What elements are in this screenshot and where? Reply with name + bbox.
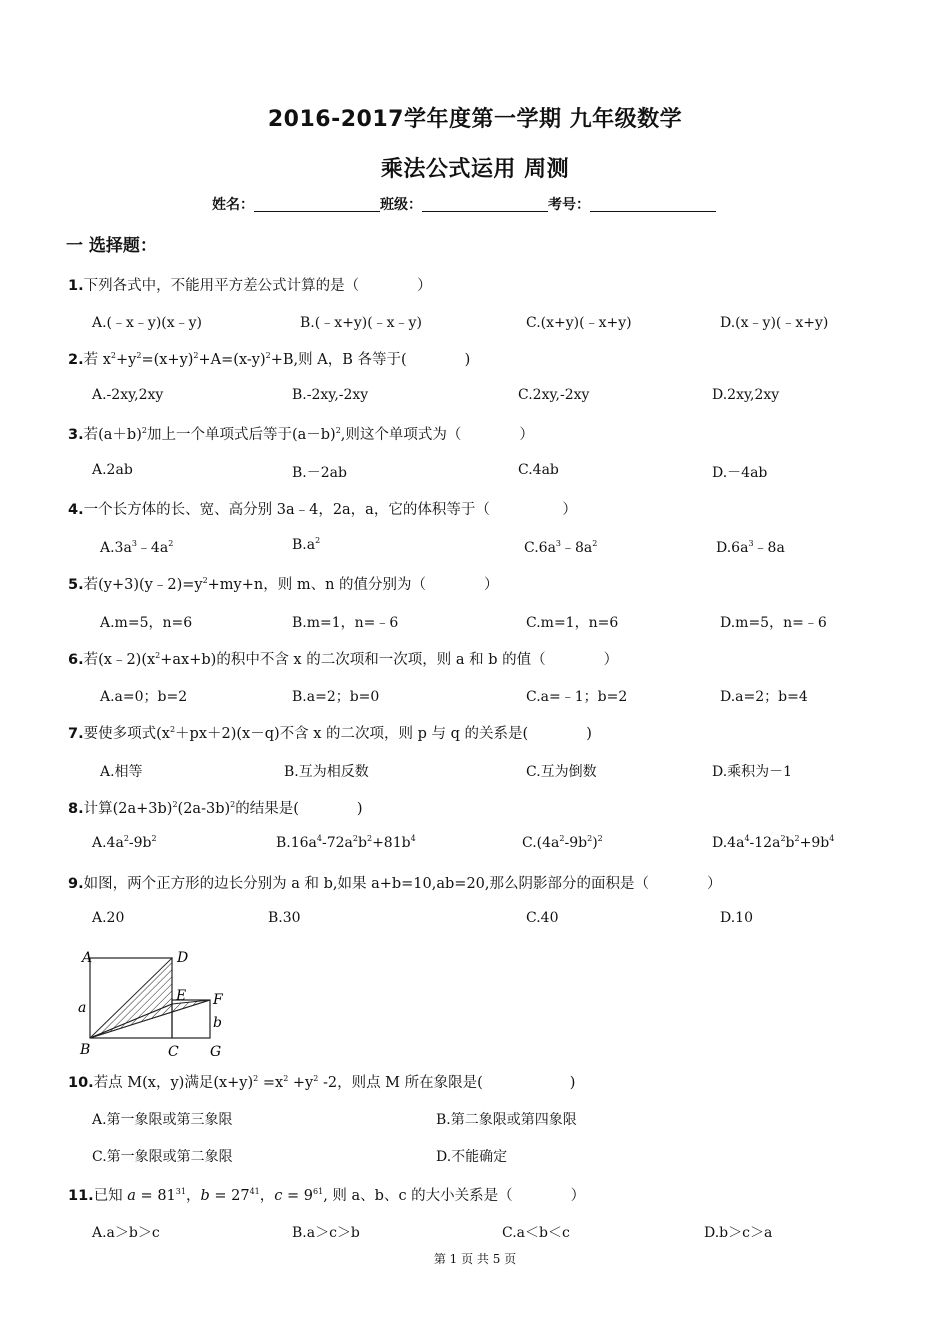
class-blank[interactable] xyxy=(422,197,548,212)
exponent: 2 xyxy=(172,800,178,809)
question-number: 11. xyxy=(68,1188,94,1204)
option-c: C.互为倒数 xyxy=(526,764,597,780)
exponent: 2 xyxy=(335,426,341,435)
text: 的结果是( ) xyxy=(235,801,363,817)
option-a: A.20 xyxy=(92,910,125,926)
question-8 xyxy=(68,797,363,818)
exponent: 31 xyxy=(175,1187,186,1196)
label-D: D xyxy=(177,950,189,966)
label-C: C xyxy=(168,1044,179,1060)
text: 若(y+3)(y﹣2)=y xyxy=(83,577,203,593)
option-b: B.－2ab xyxy=(292,465,347,481)
exponent: 2 xyxy=(366,834,373,843)
option-b: B.30 xyxy=(268,910,301,926)
option-c xyxy=(524,537,597,557)
text: , 则 a、b、c 的大小关系是（ ） xyxy=(323,1188,586,1204)
exponent: 2 xyxy=(123,834,129,843)
text: =x xyxy=(258,1075,284,1091)
option-b: B.第二象限或第四象限 xyxy=(436,1112,577,1128)
option-c: C.第一象限或第二象限 xyxy=(92,1149,233,1165)
option-c xyxy=(522,835,603,851)
exam-no-blank[interactable] xyxy=(590,197,716,212)
text: +B,则 A，B 各等于( ) xyxy=(270,352,471,368)
text: +81b xyxy=(372,835,411,851)
option-b: B.a＞c＞b xyxy=(292,1225,360,1241)
question-5 xyxy=(68,573,499,594)
text: 若点 M(x，y)满足(x+y) xyxy=(93,1075,254,1091)
text: ＋px＋2)(x－q)不含 x 的二次项，则 p 与 q 的关系是( ) xyxy=(175,726,592,742)
option-c: C.(x+y)(﹣x+y) xyxy=(526,315,632,331)
option-d: D.乘积为－1 xyxy=(712,764,793,780)
option-a xyxy=(100,537,173,557)
exponent: 2 xyxy=(230,800,236,809)
text: ﹣8a xyxy=(753,540,785,556)
exponent: 4 xyxy=(316,834,322,843)
name-blank[interactable] xyxy=(254,197,380,212)
option-d: D.－4ab xyxy=(712,465,768,481)
text: -12a xyxy=(749,835,781,851)
question-1 xyxy=(68,274,432,295)
variable-b: b xyxy=(200,1188,210,1204)
option-a: A.-2xy,2xy xyxy=(92,387,164,403)
exponent: 41 xyxy=(249,1187,260,1196)
exponent: 61 xyxy=(313,1187,324,1196)
option-b: B.(﹣x+y)(﹣x﹣y) xyxy=(300,315,422,331)
option-c: C.a＜b＜c xyxy=(502,1225,570,1241)
option-d xyxy=(716,537,785,557)
text: ,则这个单项式为（ ） xyxy=(340,427,534,443)
option-b: B.m=1，n=﹣6 xyxy=(292,615,399,631)
text: 若 x xyxy=(83,352,111,368)
question-3 xyxy=(68,423,534,444)
option-c: C.a=﹣1；b=2 xyxy=(526,689,628,705)
exponent: 4 xyxy=(744,834,750,843)
question-9 xyxy=(68,872,722,893)
variable-c: c xyxy=(274,1188,283,1204)
option-a xyxy=(92,835,157,851)
squares-figure xyxy=(70,944,240,1060)
option-d: D.2xy,2xy xyxy=(712,387,780,403)
text: 若(x﹣2)(x xyxy=(83,652,156,668)
option-d: D.b＞c＞a xyxy=(704,1225,773,1241)
question-4 xyxy=(68,498,577,519)
name-label: 姓名： xyxy=(212,197,254,213)
exponent: 2 xyxy=(315,536,321,545)
exponent: 2 xyxy=(587,834,593,843)
question-number: 6. xyxy=(68,652,84,668)
exponent: 2 xyxy=(193,351,199,360)
option-d: D.a=2；b=4 xyxy=(720,689,808,705)
exponent: 3 xyxy=(555,539,562,548)
question-text: 下列各式中，不能用平方差公式计算的是（ ） xyxy=(83,278,432,294)
exam-no-label: 考号： xyxy=(548,197,590,213)
question-6 xyxy=(68,648,618,669)
exponent: 2 xyxy=(136,351,142,360)
exponent: 3 xyxy=(131,539,137,548)
label-A: A xyxy=(82,950,93,966)
text: B.16a xyxy=(276,835,317,851)
label-b: b xyxy=(213,1015,222,1031)
exponent: 2 xyxy=(168,539,174,548)
question-7 xyxy=(68,722,592,743)
question-number: 7. xyxy=(68,726,84,742)
exponent: 2 xyxy=(155,651,161,660)
option-b xyxy=(292,537,320,553)
label-E: E xyxy=(176,988,187,1004)
exponent: 2 xyxy=(794,834,800,843)
question-text: 如图，两个正方形的边长分别为 a 和 b,如果 a+b=10,ab=20,那么阴影部分的面积是（ ） xyxy=(83,876,722,892)
question-number: 1. xyxy=(68,278,84,294)
text: = 27 xyxy=(209,1188,250,1204)
option-a: A.第一象限或第三象限 xyxy=(92,1112,233,1128)
exponent: 2 xyxy=(141,426,147,435)
exponent: 2 xyxy=(169,725,176,734)
option-c: C.2xy,-2xy xyxy=(518,387,590,403)
text: 已知 xyxy=(93,1188,128,1204)
text: -9b xyxy=(564,835,588,851)
exponent: 2 xyxy=(151,834,157,843)
text: +y xyxy=(116,352,137,368)
text: +A=(x-y) xyxy=(198,352,266,368)
variable-a: a xyxy=(127,1188,136,1204)
text: 要使多项式(x xyxy=(83,726,170,742)
exponent: 2 xyxy=(265,351,271,360)
question-number: 5. xyxy=(68,577,84,593)
text: C.(4a xyxy=(522,835,560,851)
text: 加上一个单项式后等于(a－b) xyxy=(146,427,336,443)
exponent: 2 xyxy=(283,1074,289,1083)
text: 若(a＋b) xyxy=(83,427,142,443)
text: b xyxy=(785,835,795,851)
label-B: B xyxy=(80,1042,91,1058)
exponent: 2 xyxy=(597,834,603,843)
text: = 9 xyxy=(282,1188,313,1204)
text: C.6a xyxy=(524,540,556,556)
text: A.4a xyxy=(92,835,124,851)
option-d xyxy=(712,835,834,851)
option-a: A.a＞b＞c xyxy=(92,1225,160,1241)
text: +9b xyxy=(799,835,830,851)
option-d: D.不能确定 xyxy=(436,1149,508,1165)
text: b xyxy=(358,835,367,851)
exponent: 2 xyxy=(110,351,116,360)
exponent: 2 xyxy=(313,1074,319,1083)
exponent: 2 xyxy=(253,1074,259,1083)
text: A.3a xyxy=(100,540,132,556)
exponent: 4 xyxy=(829,834,835,843)
question-10 xyxy=(68,1071,575,1092)
label-F: F xyxy=(213,992,223,1008)
text: -9b xyxy=(128,835,152,851)
option-c: C.m=1，n=6 xyxy=(526,615,619,631)
text: 计算(2a+3b) xyxy=(83,801,173,817)
exponent: 3 xyxy=(748,539,754,548)
option-a: A.(﹣x﹣y)(x﹣y) xyxy=(92,315,203,331)
text: (2a-3b) xyxy=(177,801,231,817)
text: ， xyxy=(185,1188,201,1204)
text: +ax+b)的积中不含 x 的二次项和一次项，则 a 和 b 的值（ ） xyxy=(160,652,619,668)
question-number: 10. xyxy=(68,1075,94,1091)
page-subtitle: 乘法公式运用 周测 xyxy=(380,157,570,182)
page-footer: 第 1 页 共 5 页 xyxy=(433,1252,517,1266)
text: ﹣4a xyxy=(136,540,169,556)
option-c: C.4ab xyxy=(518,462,559,478)
exponent: 2 xyxy=(592,539,598,548)
option-a: A.相等 xyxy=(100,764,143,780)
question-number: 2. xyxy=(68,352,84,368)
shaded-triangle-bde xyxy=(90,958,172,1038)
label-G: G xyxy=(210,1044,222,1060)
exponent: 2 xyxy=(780,834,786,843)
option-a: A.m=5，n=6 xyxy=(100,615,193,631)
question-number: 4. xyxy=(68,502,84,518)
text: B.a xyxy=(292,537,316,553)
question-number: 3. xyxy=(68,427,84,443)
class-label: 班级： xyxy=(380,197,422,213)
section-title: 一 选择题： xyxy=(66,236,157,256)
text: ， xyxy=(259,1188,275,1204)
question-number: 8. xyxy=(68,801,84,817)
text: +y xyxy=(288,1075,314,1091)
option-b: B.-2xy,-2xy xyxy=(292,387,369,403)
question-11 xyxy=(68,1184,585,1205)
question-2 xyxy=(68,348,470,369)
option-b xyxy=(276,835,416,851)
exponent: 2 xyxy=(352,834,358,843)
option-d: D.m=5，n=﹣6 xyxy=(720,615,827,631)
text: -2，则点 M 所在象限是( ) xyxy=(318,1075,576,1091)
text: = 81 xyxy=(135,1188,176,1204)
student-info-row xyxy=(212,194,716,214)
question-text: 一个长方体的长、宽、高分别 3a﹣4，2a，a，它的体积等于（ ） xyxy=(83,502,577,518)
question-number: 9. xyxy=(68,876,84,892)
option-d: D.(x﹣y)(﹣x+y) xyxy=(720,315,829,331)
text: D.6a xyxy=(716,540,749,556)
text: -72a xyxy=(322,835,353,851)
option-d: D.10 xyxy=(720,910,753,926)
exponent: 4 xyxy=(410,834,416,843)
text: =(x+y) xyxy=(141,352,194,368)
option-b: B.a=2；b=0 xyxy=(292,689,380,705)
option-c: C.40 xyxy=(526,910,559,926)
text: D.4a xyxy=(712,835,745,851)
text: ) xyxy=(592,835,598,851)
text: ﹣8a xyxy=(561,540,593,556)
option-b: B.互为相反数 xyxy=(284,764,369,780)
exponent: 2 xyxy=(202,576,208,585)
exponent: 2 xyxy=(559,834,565,843)
option-a: A.2ab xyxy=(92,462,133,478)
page-title: 2016-2017学年度第一学期 九年级数学 xyxy=(267,107,683,132)
option-a: A.a=0；b=2 xyxy=(100,689,188,705)
label-a: a xyxy=(78,1000,87,1016)
text: +my+n，则 m、n 的值分别为（ ） xyxy=(207,577,499,593)
